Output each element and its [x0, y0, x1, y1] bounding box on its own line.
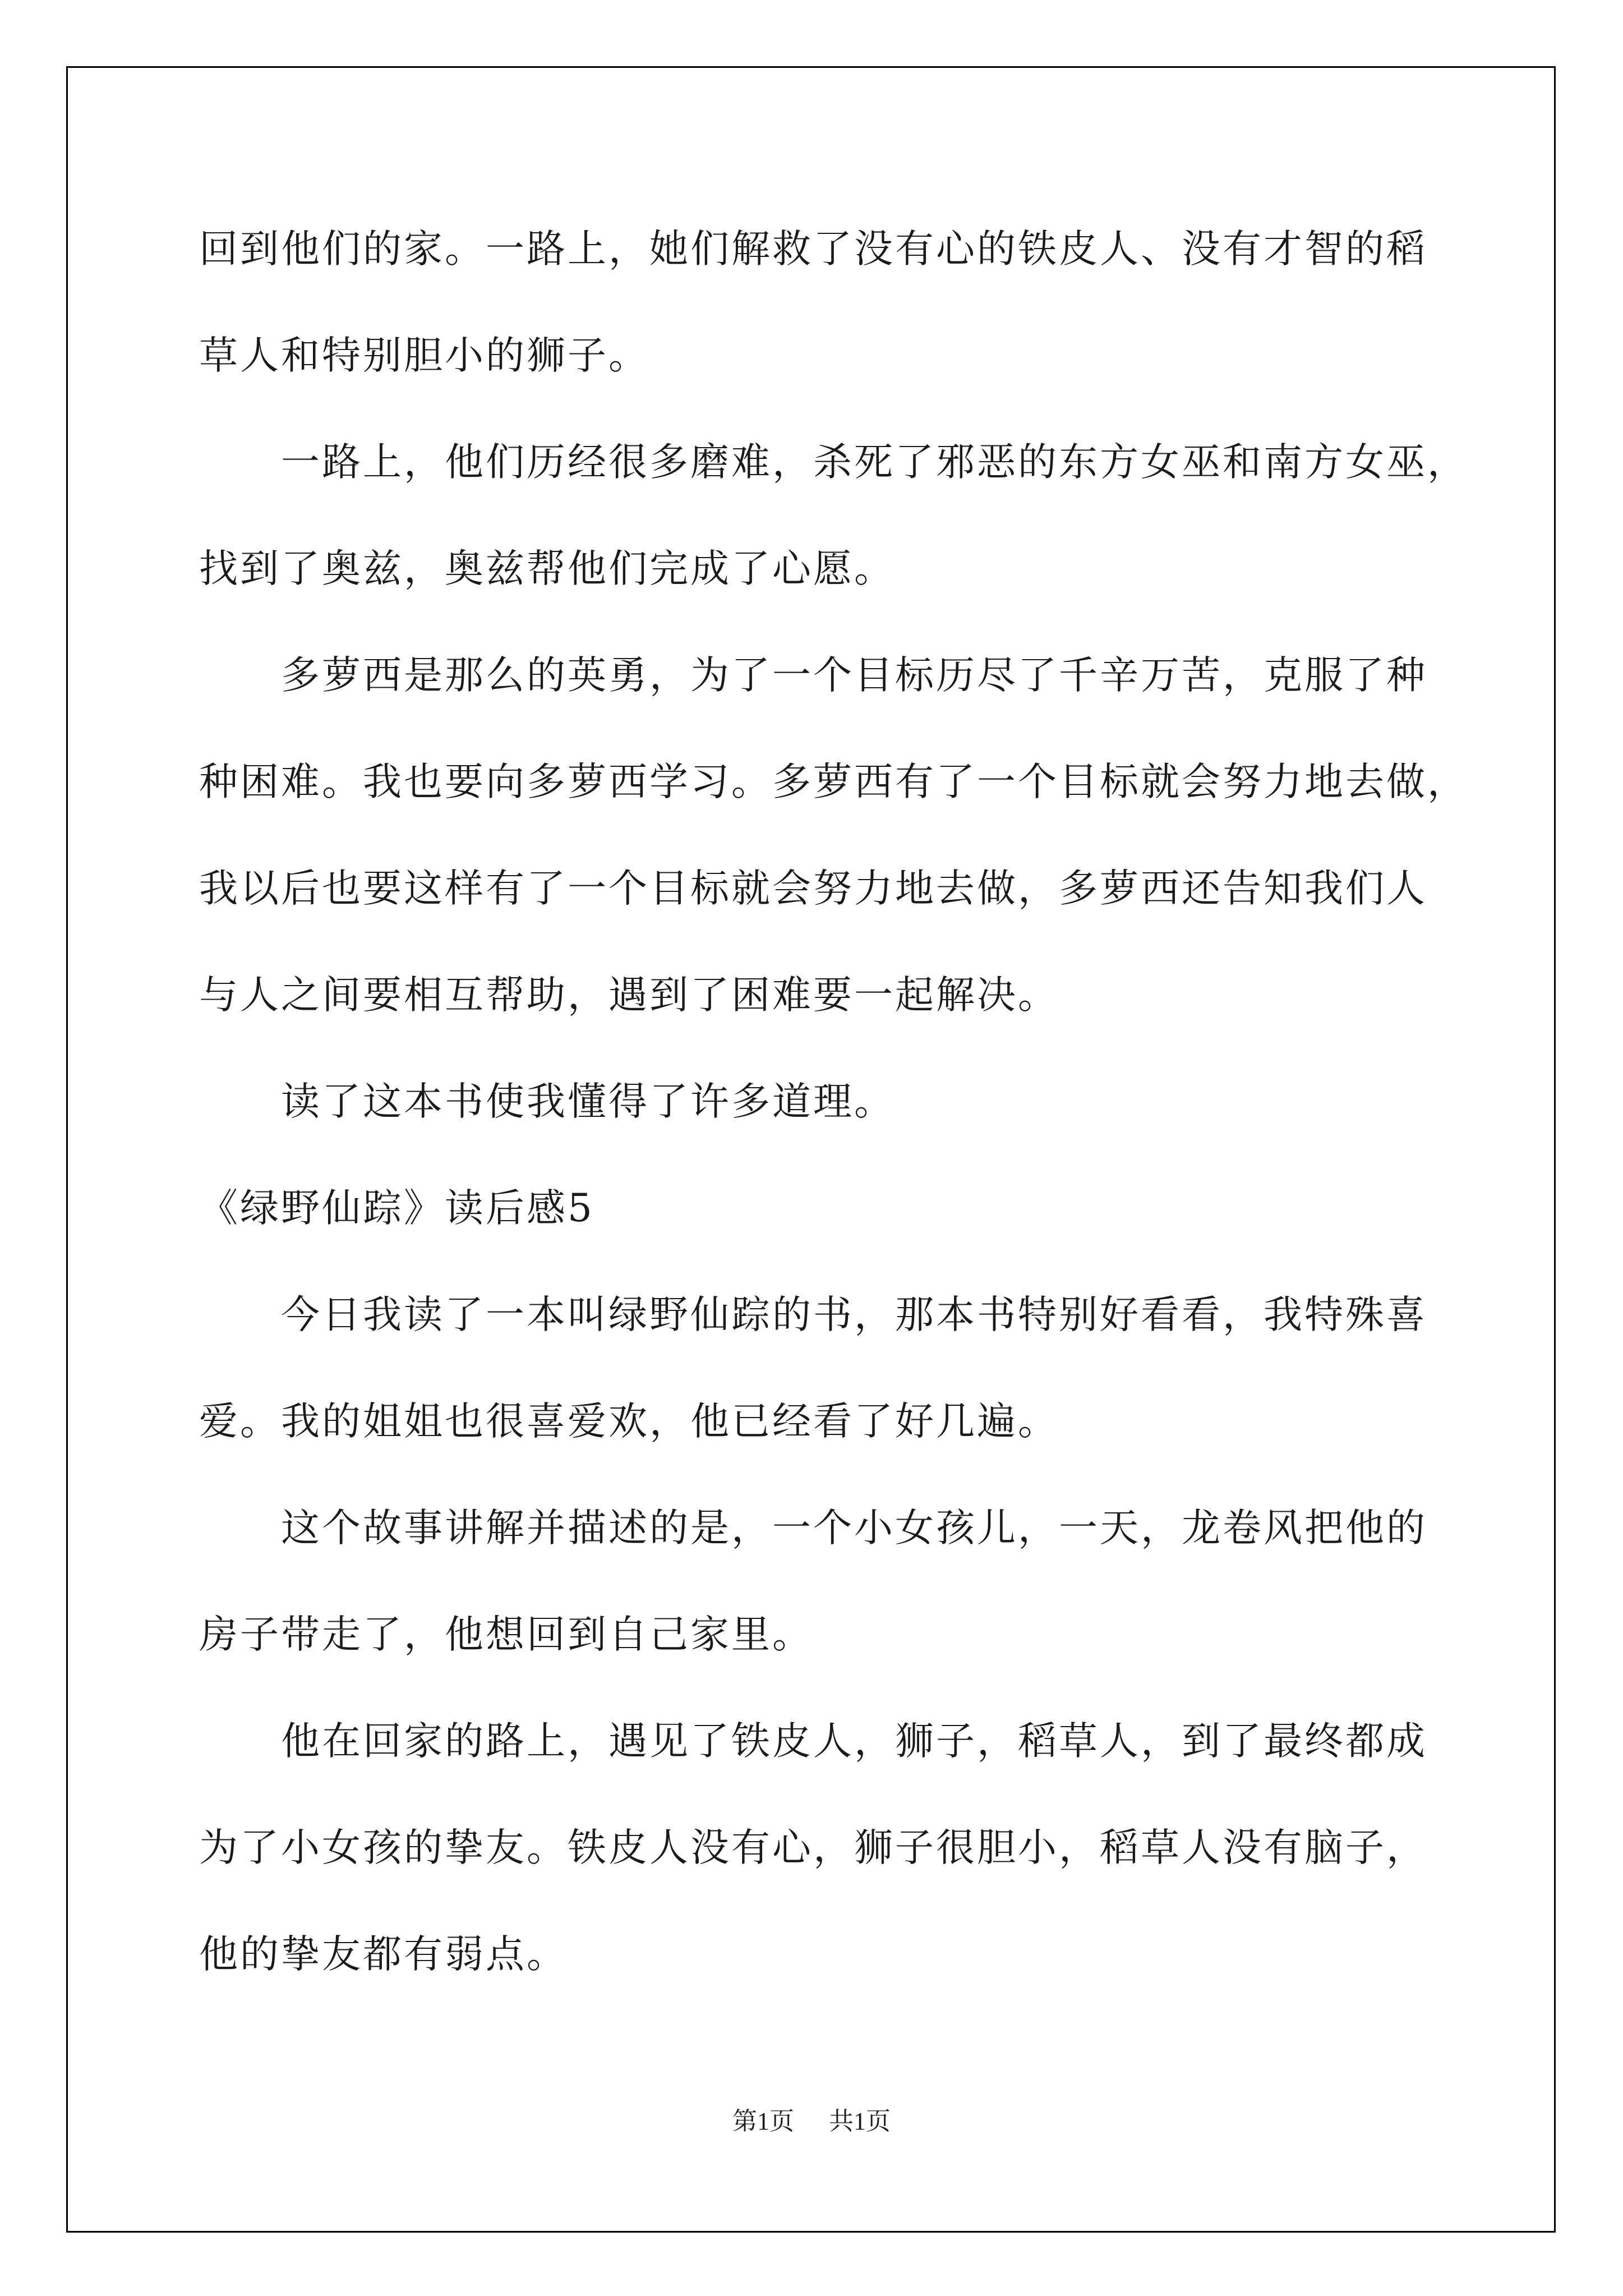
paragraph-start: 多萝西是那么的英勇，为了一个目标历尽了千辛万苦，克服了种	[281, 653, 1427, 698]
text-line: 种困难。我也要向多萝西学习。多萝西有了一个目标就会努力地去做，	[199, 760, 1468, 804]
paragraph-start: 他在回家的路上，遇见了铁皮人，狮子，稻草人，到了最终都成	[281, 1719, 1427, 1764]
paragraph-start: 一路上，他们历经很多磨难，杀死了邪恶的东方女巫和南方女巫，	[281, 440, 1468, 485]
text-line: 回到他们的家。一路上，她们解救了没有心的铁皮人、没有才智的稻	[199, 227, 1427, 272]
text-line: 他的挚友都有弱点。	[199, 1932, 568, 1977]
paragraph-start: 这个故事讲解并描述的是，一个小女孩儿，一天，龙卷风把他的	[281, 1506, 1427, 1550]
text-line: 与人之间要相互帮助，遇到了困难要一起解决。	[199, 973, 1059, 1018]
page-number-current: 第1页	[732, 2108, 794, 2135]
paragraph-start: 读了这本书使我懂得了许多道理。	[281, 1079, 895, 1124]
page-border	[66, 66, 1556, 2233]
text-line: 为了小女孩的挚友。铁皮人没有心，狮子很胆小，稻草人没有脑子，	[199, 1825, 1427, 1870]
page-footer	[0, 2101, 1623, 2137]
text-line: 草人和特别胆小的狮子。	[199, 333, 649, 378]
text-line: 找到了奥兹，奥兹帮他们完成了心愿。	[199, 546, 895, 591]
text-line: 爱。我的姐姐也很喜爱欢，他已经看了好几遍。	[199, 1399, 1059, 1444]
page-number-total: 共1页	[829, 2108, 891, 2135]
text-line: 我以后也要这样有了一个目标就会努力地去做，多萝西还告知我们人	[199, 866, 1427, 911]
text-line: 房子带走了，他想回到自己家里。	[199, 1612, 813, 1657]
section-heading: 《绿野仙踪》读后感5	[199, 1186, 594, 1231]
paragraph-start: 今日我读了一本叫绿野仙踪的书，那本书特别好看看，我特殊喜	[281, 1292, 1427, 1337]
